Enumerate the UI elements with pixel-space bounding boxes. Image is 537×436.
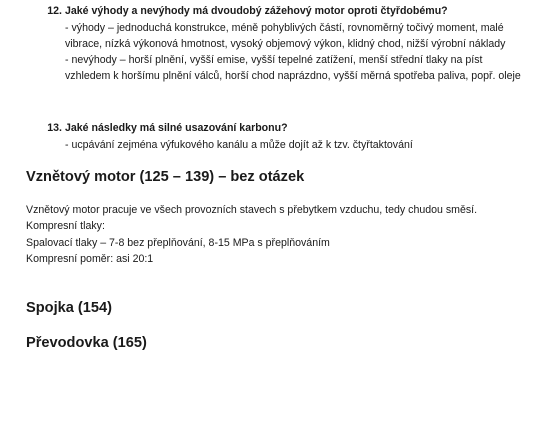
- answer-advantages: - výhody – jednoduchá konstrukce, méně pohyblivých částí, rovnoměrný točivý moment, malé vibrace, nízká výkonová hmotnost, vysoký objemový výkon, klidný chod, nižší výrobní náklady: [65, 21, 506, 50]
- text-line: Kompresní tlaky:: [26, 220, 105, 233]
- heading-spojka: Spojka (154): [26, 300, 112, 316]
- text-line: Vznětový motor pracuje ve všech provozních stavech s přebytkem vzduchu, tedy chudou směsí.: [26, 204, 478, 216]
- answer-disadvantages: - nevýhody – horší plnění, vyšší emise, vyšší tepelné zatížení, menší střední tlaky na píst vzhledem k horšímu plnění válců, horší chod naprázdno, vyšší měrná spotřeba paliva, popř. oleje: [65, 54, 521, 83]
- question-text: Jaké výhody a nevýhody má dvoudobý zážehový motor oproti čtyřdobému?: [65, 5, 448, 17]
- question-13: [0, 120, 537, 153]
- question-number: 12.: [47, 5, 62, 17]
- question-text: Jaké následky má silné usazování karbonu?: [65, 122, 288, 134]
- question-12: [0, 3, 537, 85]
- heading-vznetovy-motor: Vznětový motor (125 – 139) – bez otázek: [26, 169, 305, 185]
- text-line: Kompresní poměr: asi 20:1: [26, 252, 154, 265]
- answer-consequences: - ucpávání zejména výfukového kanálu a může dojít až k tzv. čtyřtaktování: [65, 138, 413, 151]
- heading-prevodovka: Převodovka (165): [26, 335, 147, 351]
- question-number: 13.: [47, 122, 62, 134]
- text-line: Spalovací tlaky – 7-8 bez přeplňování, 8-15 MPa s přeplňováním: [26, 236, 330, 249]
- paragraph-vznetovy-motor: [26, 202, 526, 267]
